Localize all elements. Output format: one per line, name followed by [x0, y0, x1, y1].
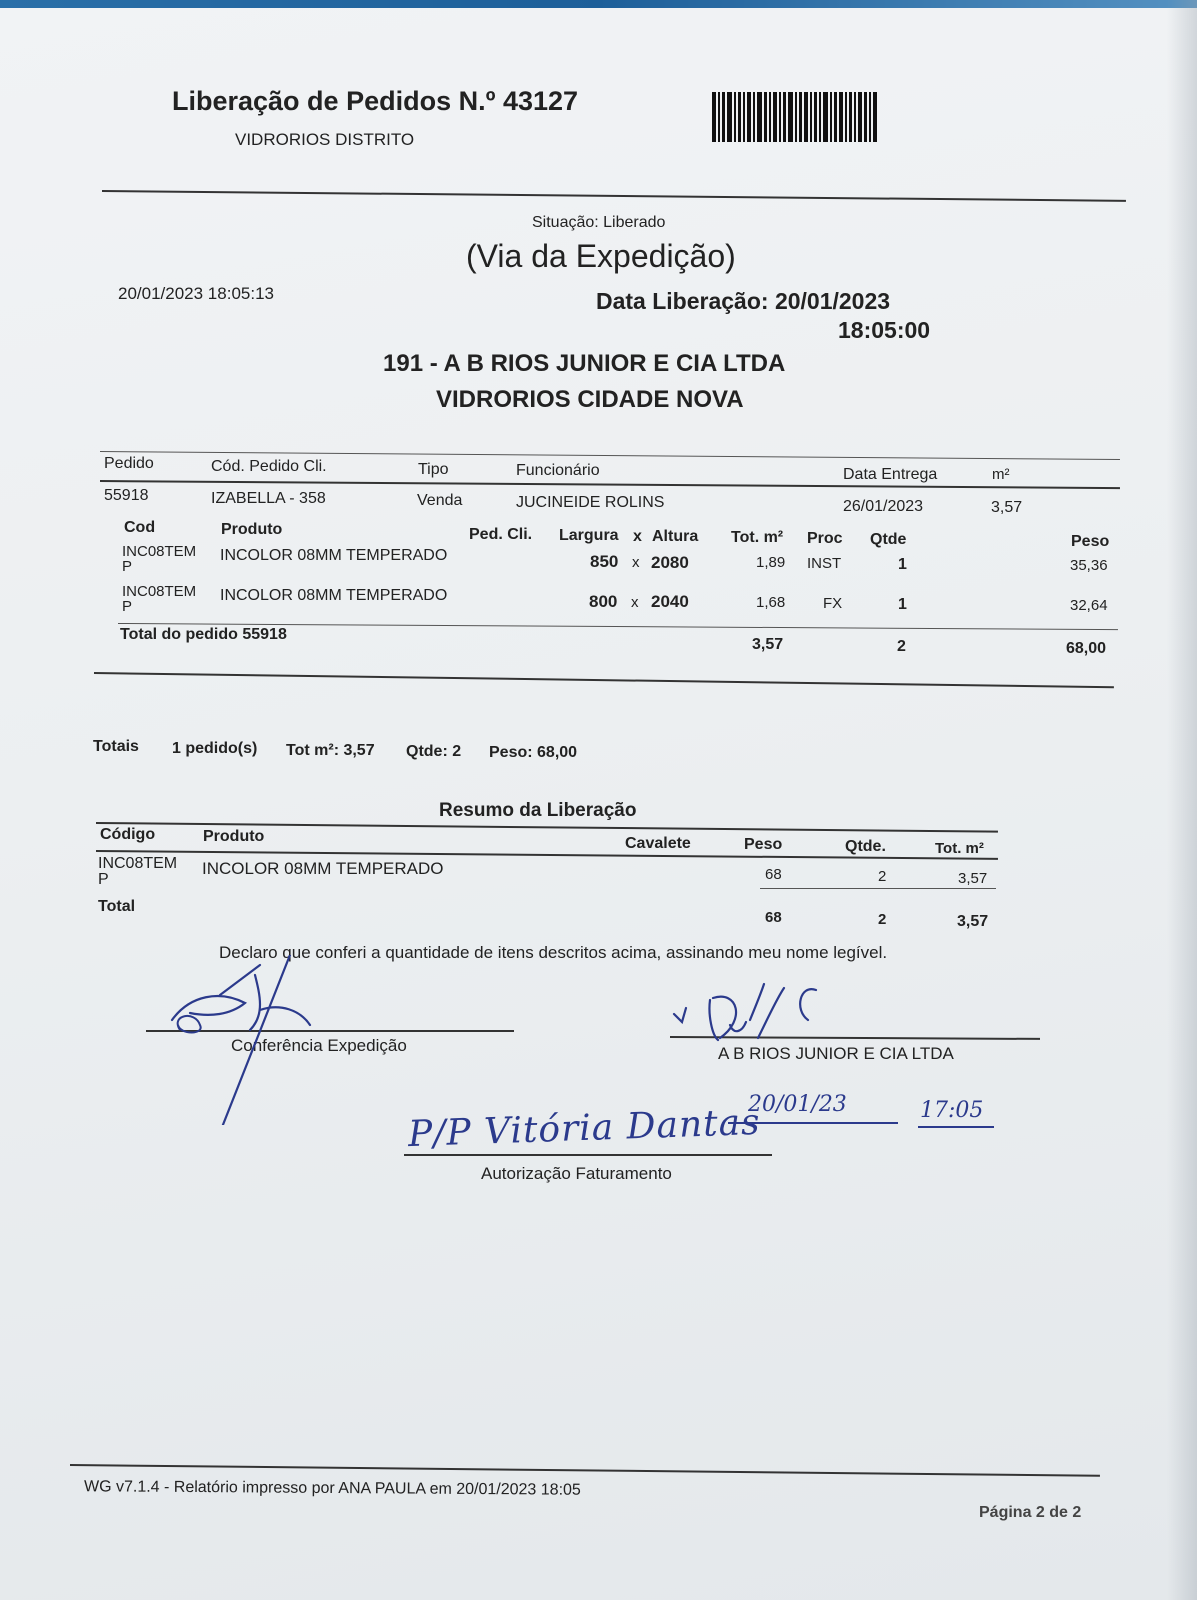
- item-col-largura: Largura: [559, 527, 619, 544]
- table-row: [98, 856, 177, 888]
- summary-col-peso: Peso: [744, 836, 783, 853]
- item-width: 850: [590, 552, 619, 571]
- company-name: VIDRORIOS DISTRITO: [235, 130, 415, 149]
- order-client-code: IZABELLA - 358: [211, 490, 326, 507]
- order-m2: 3,57: [991, 499, 1023, 516]
- item-code-suffix: P: [122, 558, 133, 575]
- summary-total-peso: 68: [765, 909, 782, 926]
- item-height: 2040: [651, 592, 689, 611]
- summary-total-tot-m2: 3,57: [957, 913, 989, 930]
- item-code-suffix: P: [122, 598, 133, 615]
- order-delivery-date: 26/01/2023: [843, 498, 924, 515]
- copy-type: (Via da Expedição): [466, 238, 736, 274]
- summary-tot-m2: 3,57: [958, 870, 988, 887]
- item-x: x: [632, 554, 640, 571]
- summary-col-qtde: Qtde.: [845, 838, 886, 855]
- totals-qtde: Qtde: 2: [406, 743, 462, 760]
- summary-code-suffix: P: [98, 871, 109, 888]
- item-col-peso: Peso: [1071, 533, 1110, 550]
- order-number: 55918: [104, 487, 149, 504]
- paper-shadow: [1167, 0, 1197, 1600]
- handwritten-signature-conferencia: [160, 955, 330, 1125]
- handwritten-time: 17:05: [920, 1098, 984, 1123]
- col-pedido: Pedido: [104, 455, 154, 472]
- status-label: Situação: Liberado: [532, 214, 666, 231]
- totals-label: Totais: [93, 738, 139, 755]
- item-code: INC08TEM: [122, 583, 197, 600]
- item-tot-m2: 1,68: [756, 594, 786, 611]
- signature-line-autorizacao: [404, 1154, 772, 1156]
- release-time: 18:05:00: [838, 317, 931, 343]
- summary-col-produto: Produto: [203, 828, 265, 845]
- col-funcionario: Funcionário: [516, 462, 600, 479]
- summary-peso: 68: [765, 866, 782, 883]
- item-proc: FX: [823, 595, 843, 612]
- table-row: [122, 584, 196, 614]
- order-total-qtde: 2: [897, 638, 906, 655]
- handwritten-name: P/P Vitória Dantas: [407, 1101, 762, 1156]
- item-col-produto: Produto: [221, 521, 283, 538]
- barcode-icon: [712, 92, 890, 142]
- summary-col-tot-m2: Tot. m²: [935, 840, 984, 857]
- col-tipo: Tipo: [418, 461, 449, 478]
- item-qtde: 1: [898, 596, 907, 613]
- page-number: Página 2 de 2: [979, 1504, 1082, 1521]
- handwritten-time-underline: [918, 1126, 994, 1128]
- summary-col-codigo: Código: [100, 826, 156, 843]
- item-peso: 32,64: [1070, 597, 1108, 614]
- signature-label-conferencia: Conferência Expedição: [231, 1036, 407, 1055]
- print-datetime: 20/01/2023 18:05:13: [118, 284, 274, 303]
- background-band: [0, 0, 1197, 8]
- item-col-qtde: Qtde: [870, 531, 907, 548]
- summary-total-qtde: 2: [878, 911, 887, 928]
- summary-qtde: 2: [878, 868, 887, 885]
- col-cod-pedido-cli: Cód. Pedido Cli.: [211, 458, 327, 475]
- summary-title: Resumo da Liberação: [439, 800, 637, 821]
- document-title: Liberação de Pedidos N.º 43127: [172, 86, 579, 116]
- totals-orders: 1 pedido(s): [172, 740, 258, 757]
- item-qtde: 1: [898, 556, 907, 573]
- summary-total-rule: [760, 888, 996, 889]
- item-col-altura: Altura: [652, 528, 699, 545]
- handwritten-signature-cliente: [668, 980, 848, 1050]
- order-header-rule: [100, 480, 1120, 489]
- totals-peso: Peso: 68,00: [489, 744, 578, 761]
- order-type: Venda: [417, 492, 463, 509]
- item-code: INC08TEM: [122, 543, 197, 560]
- item-col-tot-m2: Tot. m²: [731, 529, 784, 546]
- totals-m2: Tot m²: 3,57: [286, 742, 375, 759]
- handwritten-date-underline: [728, 1122, 898, 1124]
- item-width: 800: [589, 592, 618, 611]
- order-total-m2: 3,57: [752, 636, 784, 653]
- declaration-text: Declaro que conferi a quantidade de itens descritos acima, assinando meu nome legível.: [219, 943, 888, 962]
- item-tot-m2: 1,89: [756, 554, 786, 571]
- footer-rule: [70, 1464, 1100, 1477]
- table-row: [122, 544, 196, 574]
- header-divider: [102, 190, 1126, 202]
- col-m2: m²: [992, 466, 1010, 483]
- handwritten-date: 20/01/23: [748, 1092, 847, 1117]
- order-employee: JUCINEIDE ROLINS: [516, 494, 665, 511]
- item-col-x: x: [633, 528, 642, 545]
- footer-printed-by: WG v7.1.4 - Relatório impresso por ANA PAULA em 20/01/2023 18:05: [83, 1478, 581, 1499]
- item-peso: 35,36: [1070, 557, 1108, 574]
- order-bottom-rule: [94, 672, 1114, 688]
- item-product: INCOLOR 08MM TEMPERADO: [220, 587, 448, 604]
- client-name: 191 - A B RIOS JUNIOR E CIA LTDA: [383, 350, 786, 377]
- summary-col-cavalete: Cavalete: [625, 835, 691, 852]
- col-data-entrega: Data Entrega: [843, 466, 938, 483]
- item-proc: INST: [807, 555, 842, 572]
- release-date: Data Liberação: 20/01/2023: [596, 288, 891, 314]
- summary-product: INCOLOR 08MM TEMPERADO: [202, 859, 444, 878]
- item-height: 2080: [651, 553, 689, 572]
- summary-total-label: Total: [98, 898, 136, 915]
- signature-label-autorizacao: Autorização Faturamento: [481, 1164, 672, 1183]
- item-col-cod: Cod: [124, 519, 156, 536]
- order-total-label: Total do pedido 55918: [120, 626, 287, 643]
- summary-code: INC08TEM: [98, 855, 178, 872]
- item-x: x: [631, 594, 639, 611]
- item-product: INCOLOR 08MM TEMPERADO: [220, 547, 448, 564]
- signature-label-cliente: A B RIOS JUNIOR E CIA LTDA: [718, 1044, 954, 1063]
- client-store: VIDRORIOS CIDADE NOVA: [436, 386, 744, 413]
- item-col-ped-cli: Ped. Cli.: [469, 526, 533, 543]
- item-col-proc: Proc: [807, 530, 843, 547]
- order-total-peso: 68,00: [1066, 640, 1107, 657]
